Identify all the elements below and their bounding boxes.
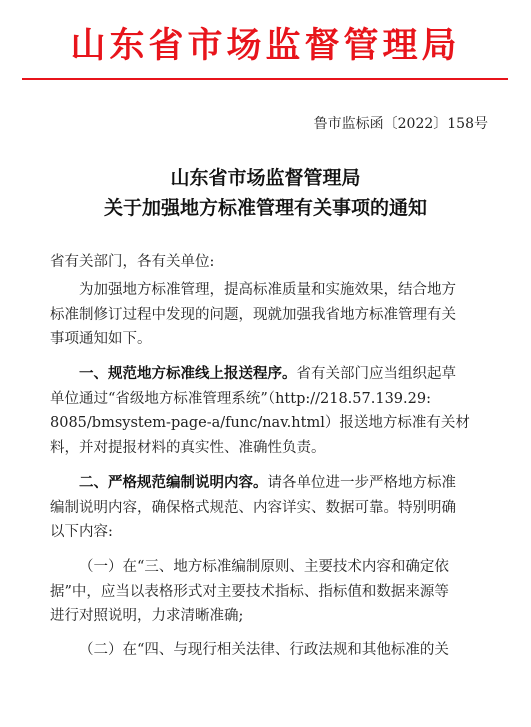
paragraph-line: 单位通过“省级地方标准管理系统”（http://218.57.139.29: bbox=[50, 390, 431, 407]
section-1-text: 省有关部门应当组织起草 bbox=[296, 366, 456, 382]
paragraph-line: 8085/bmsystem-page-a/func/nav.html）报送地方标准有关材 bbox=[50, 415, 470, 432]
paragraph-line: 料，并对提报材料的真实性、准确性负责。 bbox=[50, 439, 326, 456]
section-2-paragraph bbox=[50, 471, 490, 545]
salutation: 省有关部门，各有关单位: bbox=[50, 254, 215, 270]
section-1-paragraph bbox=[50, 362, 490, 460]
paragraph-line: 编制说明内容，确保格式规范、内容详实、数据可靠。特别明确 bbox=[50, 499, 456, 516]
item-1-paragraph bbox=[50, 555, 490, 629]
paragraph-line bbox=[50, 362, 490, 387]
agency-header: 山东省市场监督管理局 bbox=[70, 25, 461, 66]
paragraph-line: 据”中，应当以表格形式对主要技术指标、指标值和数据来源等 bbox=[50, 583, 449, 600]
paragraph-line: 以下内容: bbox=[50, 524, 113, 541]
document-title-line-1: 山东省市场监督管理局 bbox=[170, 167, 361, 189]
paragraph-line: 标准制修订过程中发现的问题，现就加强我省地方标准管理有关 bbox=[50, 306, 456, 323]
paragraph-line: （二）在“四、与现行相关法律、行政法规和其他标准的关 bbox=[79, 642, 449, 658]
intro-paragraph bbox=[50, 278, 490, 352]
paragraph-line: 进行对照说明，力求清晰准确; bbox=[50, 608, 244, 625]
item-2-paragraph bbox=[50, 638, 490, 663]
section-2-text: 请各单位进一步严格地方标准 bbox=[267, 475, 456, 491]
section-1-heading: 一、规范地方标准线上报送程序。 bbox=[79, 365, 297, 382]
paragraph-line bbox=[50, 471, 490, 496]
document-title-line-2: 关于加强地方标准管理有关事项的通知 bbox=[103, 197, 427, 219]
paragraph-line: 为加强地方标准管理，提高标准质量和实施效果，结合地方 bbox=[79, 282, 456, 298]
header-red-rule bbox=[22, 78, 508, 80]
paragraph-line: 事项通知如下。 bbox=[50, 331, 152, 348]
paragraph-line: （一）在“三、地方标准编制原则、主要技术内容和确定依 bbox=[79, 559, 449, 575]
section-2-heading: 二、严格规范编制说明内容。 bbox=[79, 474, 268, 491]
document-number: 鲁市监标函〔2022〕158号 bbox=[313, 116, 488, 132]
